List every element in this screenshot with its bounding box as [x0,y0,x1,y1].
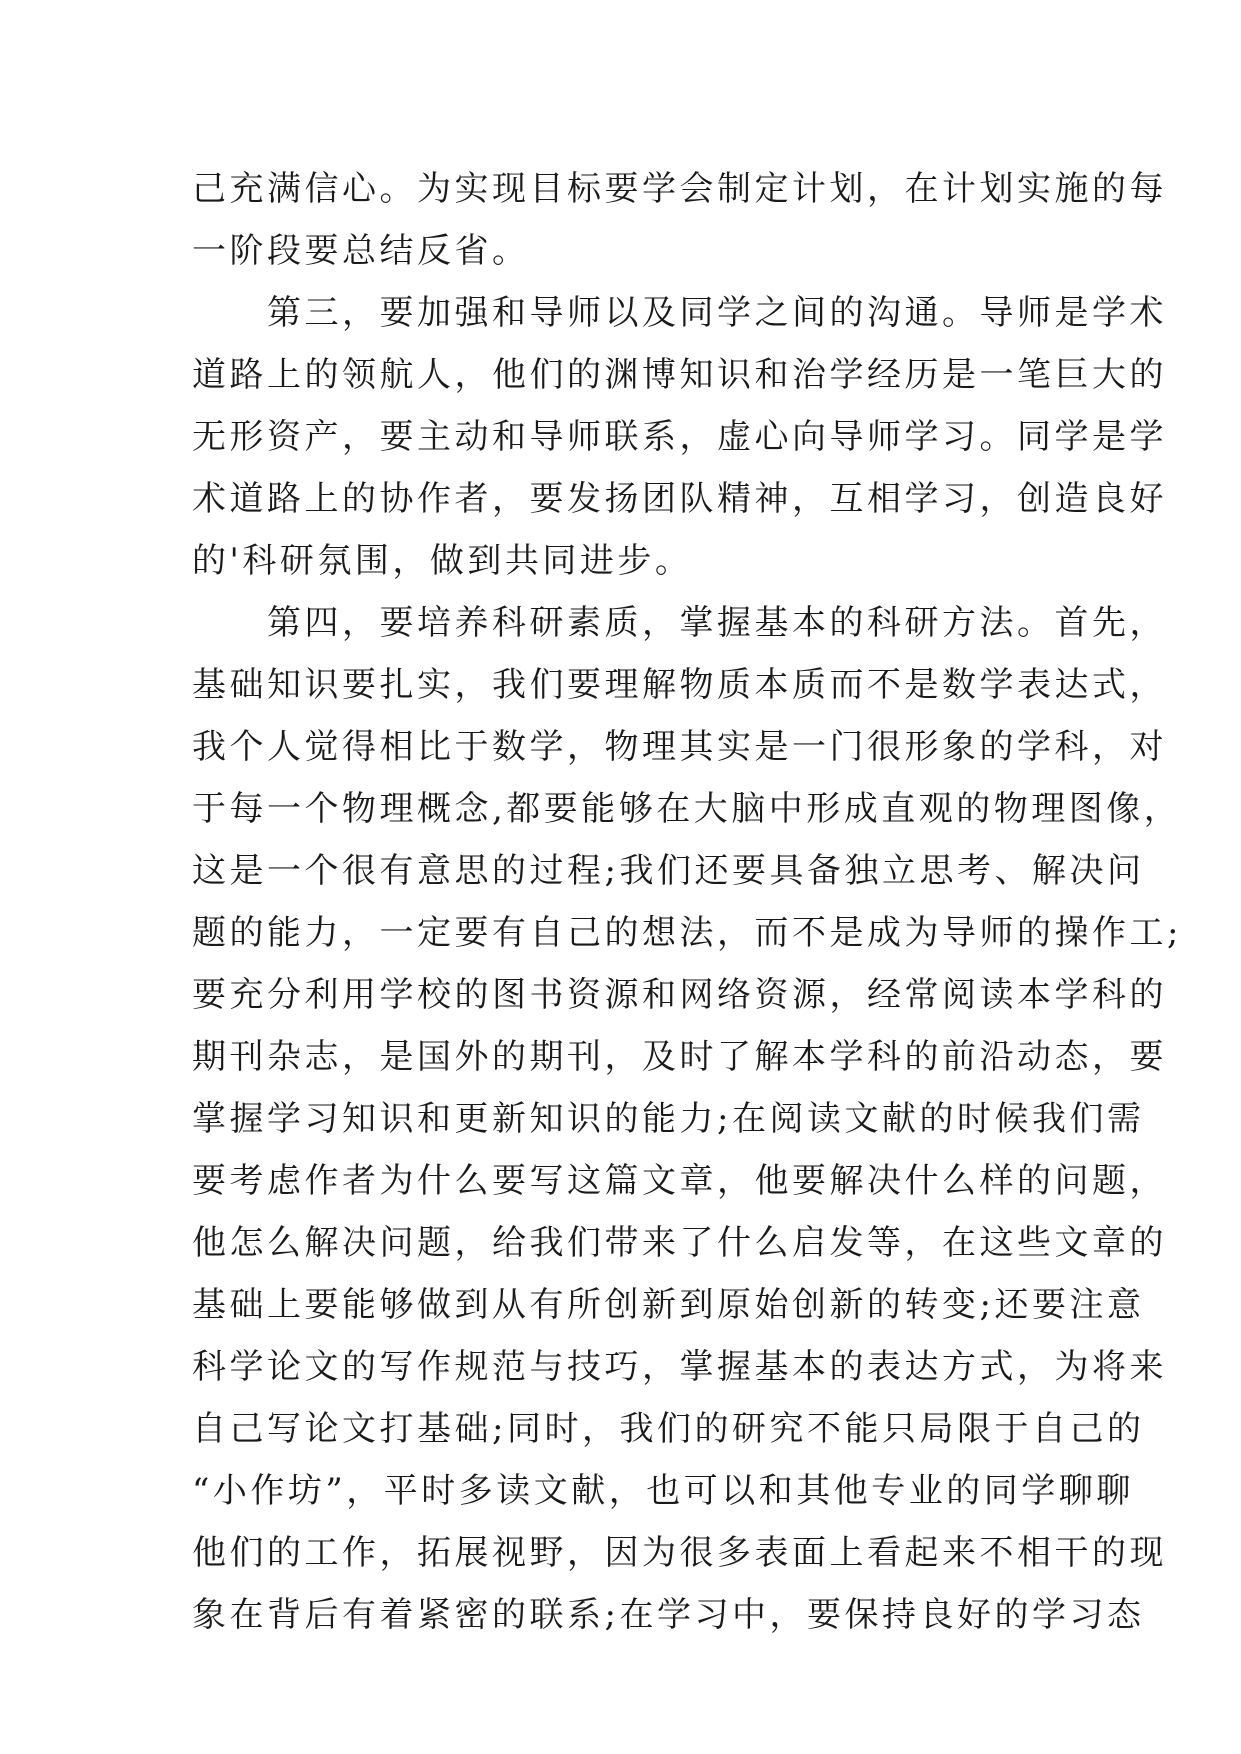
text-line: 我个人觉得相比于数学，物理其实是一门很形象的学科，对 [192,727,1167,767]
body-text [192,158,1182,1646]
paragraph [192,282,1167,592]
text-line: 第四，要培养科研素质，掌握基本的科研方法。首先， [192,603,1167,643]
text-line: 他怎么解决问题，给我们带来了什么启发等，在这些文章的 [192,1223,1167,1263]
text-line: 掌握学习知识和更新知识的能力;在阅读文献的时候我们需 [192,1099,1145,1139]
text-line: 他们的工作，拓展视野，因为很多表面上看起来不相干的现 [192,1533,1167,1573]
text-line: 要充分利用学校的图书资源和网络资源，经常阅读本学科的 [192,975,1167,1015]
paragraph [192,158,1167,282]
text-line: 期刊杂志，是国外的期刊，及时了解本学科的前沿动态，要 [192,1037,1167,1077]
text-line: 第三，要加强和导师以及同学之间的沟通。导师是学术 [192,293,1167,333]
text-line: 要考虑作者为什么要写这篇文章，他要解决什么样的问题， [192,1161,1167,1201]
text-line: 象在背后有着紧密的联系;在学习中，要保持良好的学习态 [192,1595,1145,1635]
text-line: 于每一个物理概念,都要能够在大脑中形成直观的物理图像， [192,789,1182,829]
text-line: 这是一个很有意思的过程;我们还要具备独立思考、解决问 [192,851,1145,891]
paragraph [192,592,1182,1646]
text-line: 科学论文的写作规范与技巧，掌握基本的表达方式，为将来 [192,1347,1167,1387]
text-line: 题的能力，一定要有自己的想法，而不是成为导师的操作工; [192,913,1182,953]
text-line: 无形资产，要主动和导师联系，虚心向导师学习。同学是学 [192,417,1167,457]
text-line: 一阶段要总结反省。 [192,231,530,271]
text-line: 术道路上的协作者，要发扬团队精神，互相学习，创造良好 [192,479,1167,519]
text-line: 基础上要能够做到从有所创新到原始创新的转变;还要注意 [192,1285,1145,1325]
text-line: “小作坊”，平时多读文献，也可以和其他专业的同学聊聊 [192,1471,1134,1511]
text-line: 己充满信心。为实现目标要学会制定计划，在计划实施的每 [192,169,1167,209]
text-line: 道路上的领航人，他们的渊博知识和治学经历是一笔巨大的 [192,355,1167,395]
text-line: 自己写论文打基础;同时，我们的研究不能只局限于自己的 [192,1409,1145,1449]
text-line: 基础知识要扎实，我们要理解物质本质而不是数学表达式， [192,665,1167,705]
text-line: 的'科研氛围，做到共同进步。 [192,541,693,581]
